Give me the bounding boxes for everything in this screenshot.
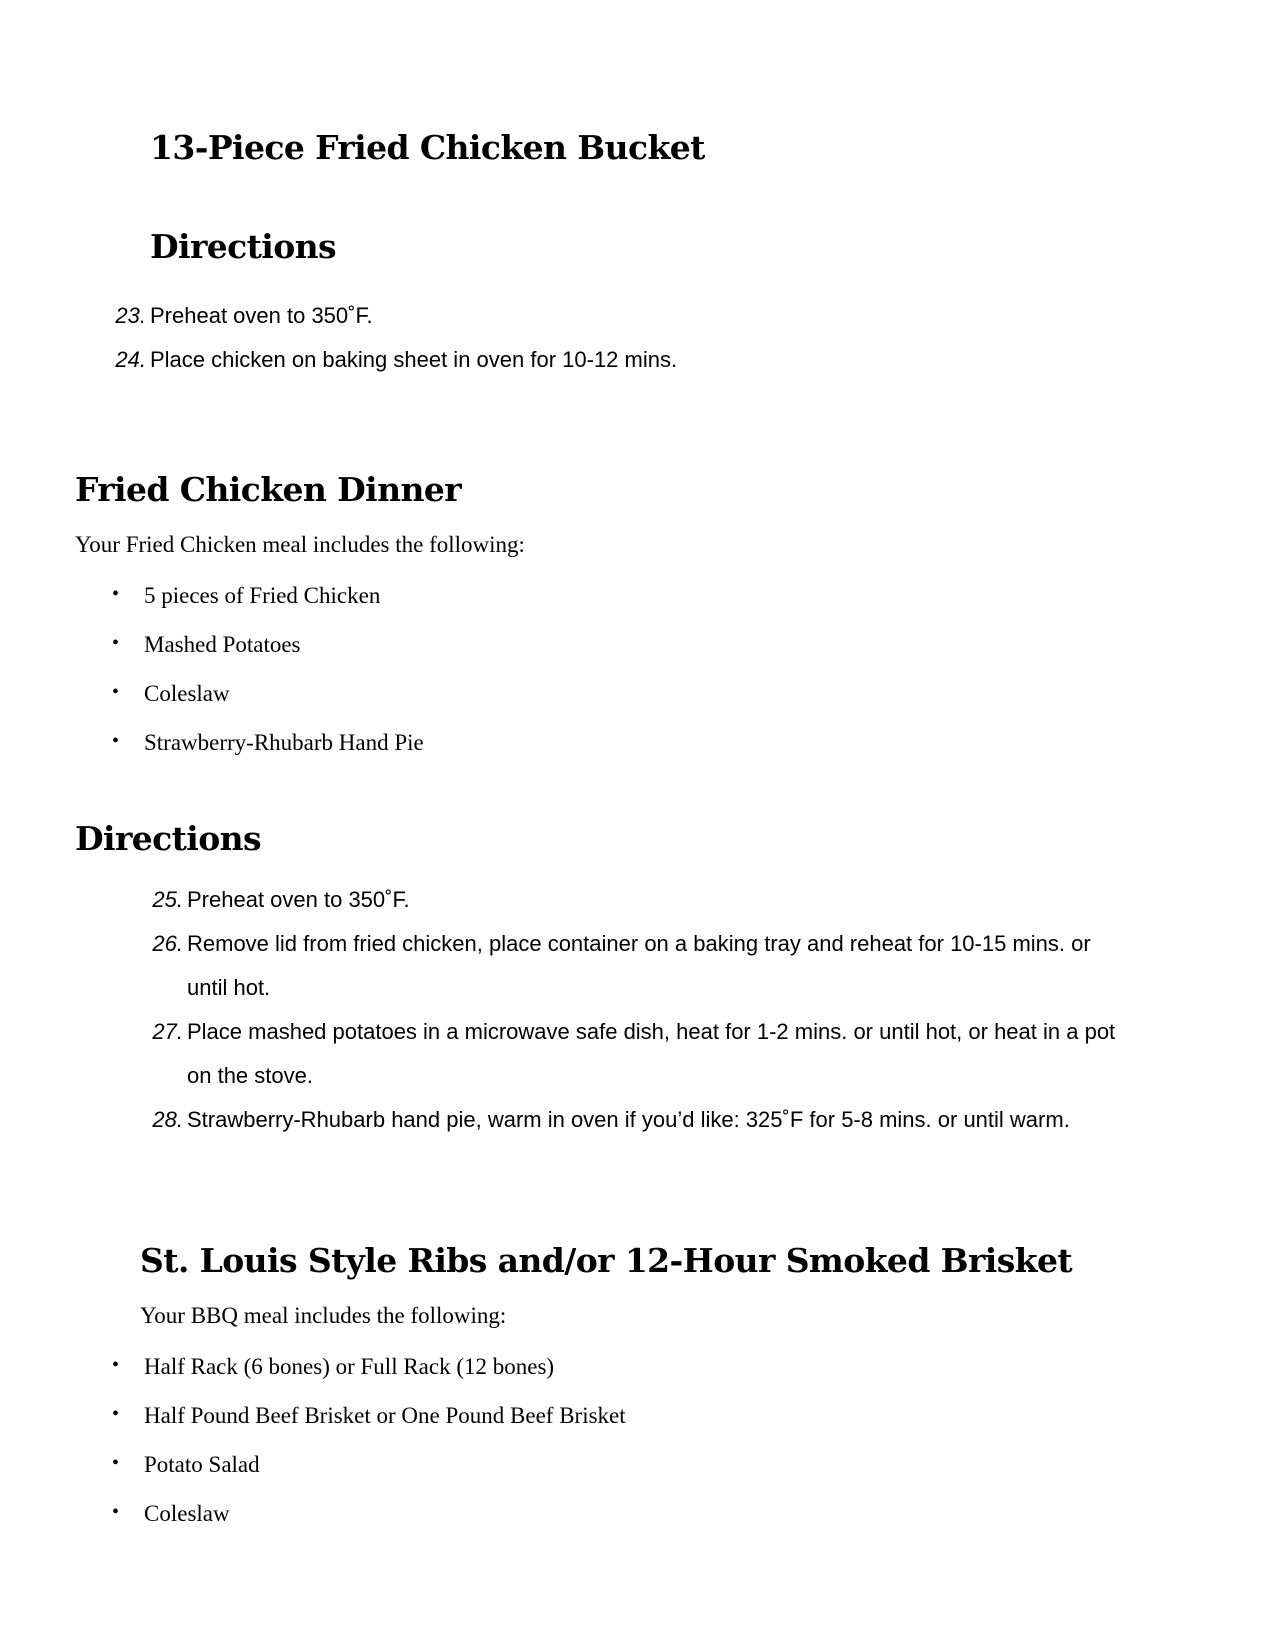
- list-item-text: Half Pound Beef Brisket or One Pound Beef Brisket: [144, 1403, 626, 1428]
- step-number: 24.: [115, 347, 146, 372]
- list-item: [112, 1501, 912, 1531]
- step-number: 26.: [152, 931, 183, 956]
- step-text: Preheat oven to 350˚F.: [150, 303, 373, 328]
- direction-step: [147, 878, 1197, 922]
- list-item: [112, 681, 812, 711]
- direction-step: [147, 922, 1197, 1010]
- list-item: [112, 1452, 912, 1482]
- step-number: 23.: [115, 303, 146, 328]
- direction-step: [110, 338, 1010, 382]
- step-text: Strawberry-Rhubarb hand pie, warm in oven if you’d like: 325˚F for 5-8 mins. or until warm.: [187, 1107, 1070, 1132]
- bullet-icon: •: [112, 681, 120, 703]
- list-item: [112, 1354, 912, 1384]
- list-item: [112, 730, 812, 760]
- section-title-fried-chicken-dinner: Fried Chicken Dinner: [75, 470, 462, 509]
- direction-step: [147, 1010, 1197, 1098]
- list-item-text: Potato Salad: [144, 1452, 260, 1477]
- list-item-text: Coleslaw: [144, 1501, 230, 1526]
- step-text-continued: until hot.: [187, 975, 271, 1000]
- step-text: Remove lid from fried chicken, place container on a baking tray and reheat for 10-15 mins. or: [187, 931, 1091, 956]
- step-text-continued: on the stove.: [187, 1063, 313, 1088]
- bullet-icon: •: [112, 730, 120, 752]
- directions-heading-dinner: Directions: [75, 819, 261, 858]
- bullet-icon: •: [112, 632, 120, 654]
- meal-intro: Your Fried Chicken meal includes the following:: [75, 532, 525, 557]
- bullet-icon: •: [112, 583, 120, 605]
- list-item-text: 5 pieces of Fried Chicken: [144, 583, 381, 608]
- direction-step: [147, 1098, 1197, 1142]
- list-item: [112, 1403, 912, 1433]
- bullet-icon: •: [112, 1501, 120, 1523]
- list-item-text: Strawberry-Rhubarb Hand Pie: [144, 730, 424, 755]
- bullet-icon: •: [112, 1452, 120, 1474]
- meal-intro: Your BBQ meal includes the following:: [140, 1303, 507, 1328]
- list-item-text: Half Rack (6 bones) or Full Rack (12 bones): [144, 1354, 555, 1379]
- step-text: Preheat oven to 350˚F.: [187, 887, 410, 912]
- list-item-text: Mashed Potatoes: [144, 632, 301, 657]
- step-number: 27.: [152, 1019, 183, 1044]
- step-text: Place chicken on baking sheet in oven for 10-12 mins.: [150, 347, 678, 372]
- step-number: 28.: [152, 1107, 183, 1132]
- step-text: Place mashed potatoes in a microwave safe dish, heat for 1-2 mins. or until hot, or heat in a pot: [187, 1019, 1116, 1044]
- list-item-text: Coleslaw: [144, 681, 230, 706]
- direction-step: [110, 294, 1010, 338]
- bullet-icon: •: [112, 1403, 120, 1425]
- step-number: 25.: [152, 887, 183, 912]
- directions-heading-bucket: Directions: [150, 227, 336, 266]
- section-title-fried-chicken-bucket: 13-Piece Fried Chicken Bucket: [150, 128, 705, 167]
- bullet-icon: •: [112, 1354, 120, 1376]
- section-title-ribs-brisket: St. Louis Style Ribs and/or 12-Hour Smoked Brisket: [140, 1241, 1072, 1280]
- list-item: [112, 632, 812, 662]
- list-item: [112, 583, 812, 613]
